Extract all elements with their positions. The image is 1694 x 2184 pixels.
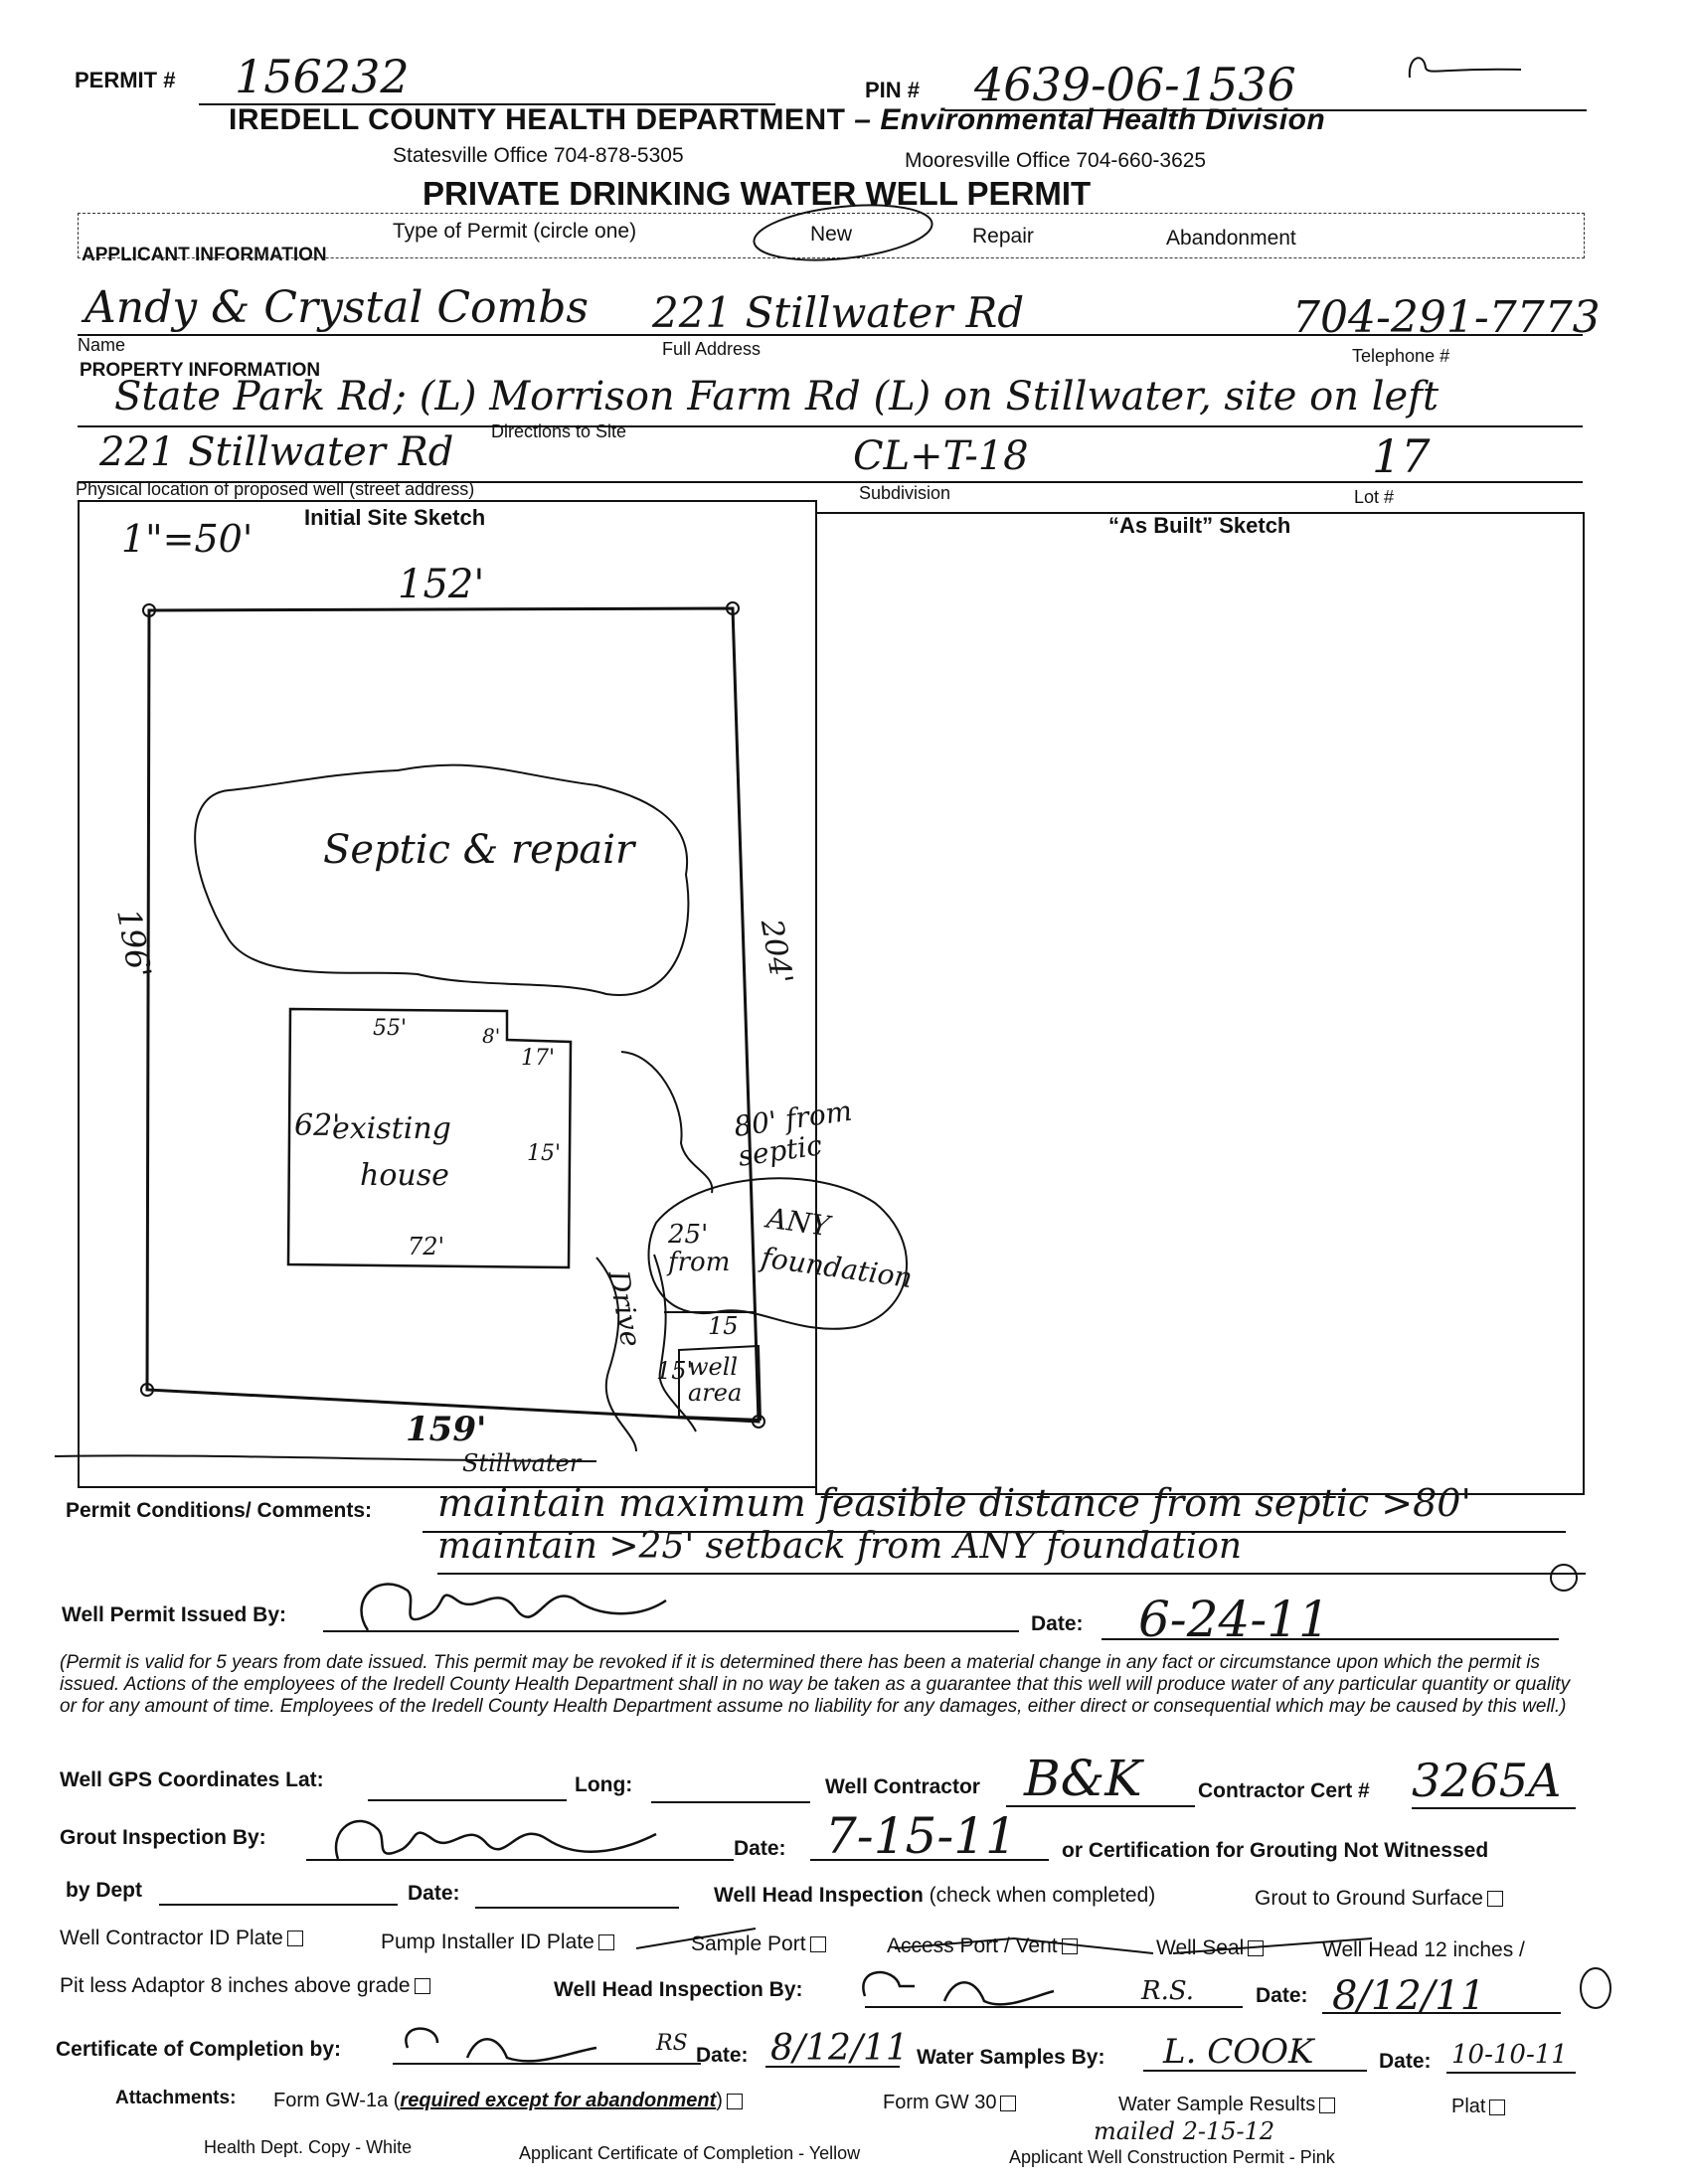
- inspection-date-label: Date:: [1256, 1984, 1308, 2007]
- samples-by: L. COOK: [1163, 2032, 1314, 2072]
- type-repair: Repair: [972, 225, 1034, 248]
- mooresville-office: Mooresville Office 704-660-3625: [905, 149, 1207, 172]
- applicant-address: 221 Stillwater Rd: [652, 288, 1025, 337]
- copy-pink: Applicant Well Construction Permit - Pink: [1009, 2147, 1335, 2167]
- gw1a-checkbox[interactable]: [727, 2094, 743, 2109]
- well-location: 221 Stillwater Rd: [99, 429, 454, 475]
- wellhead-label: Well Head Inspection: [714, 1884, 924, 1907]
- lot-label: Lot #: [1354, 487, 1395, 507]
- pump-plate-item: [381, 1931, 614, 1954]
- cert-number: 3265A: [1412, 1754, 1562, 1807]
- disclaimer: (Permit is valid for 5 years from date issued. This permit may be revoked if it is determined there has been a material change in any fact or circumstance upon which the permit is issued. Actions of the employees of the Iredell County Health Department shall in no way be taken as a guarantee that this well will produce water of any particular quantity or quality or for any amount of time. Employees of the Iredell County Health Department assume no liability for any damages, either direct or consequential which may be caused by this well.): [60, 1652, 1571, 1717]
- grout-label: Grout Inspection By:: [60, 1826, 266, 1849]
- dim-right: 204': [753, 917, 799, 987]
- any-foundation-note: ANY foundation: [759, 1201, 915, 1295]
- attachments-label: Attachments:: [115, 2088, 237, 2108]
- applicant-section: APPLICANT INFORMATION: [82, 245, 327, 265]
- plat-label: Plat: [1451, 2096, 1486, 2117]
- samples-date: 10-10-11: [1451, 2040, 1568, 2070]
- pin-number: 4639-06-1536: [974, 58, 1296, 111]
- samples-date-label: Date:: [1379, 2050, 1432, 2073]
- applicant-name: Andy & Crystal Combs: [85, 282, 590, 333]
- scale-note: 1"=50': [121, 517, 254, 561]
- house-dim-15: 15': [527, 1141, 562, 1166]
- access-port-label: Access Port / Vent: [887, 1934, 1058, 1957]
- completion-date-label: Date:: [696, 2044, 749, 2067]
- wellhead-line: [714, 1884, 1155, 1908]
- completion-date: 8/12/11: [770, 2028, 909, 2069]
- well-seal-label: Well Seal: [1156, 1936, 1245, 1959]
- initial-sketch-label: Initial Site Sketch: [304, 505, 486, 530]
- inspection-label: Well Head Inspection By:: [554, 1978, 803, 2001]
- well-head-12: Well Head 12 inches /: [1322, 1938, 1525, 1961]
- bydept-label: by Dept: [66, 1879, 143, 1902]
- dim-left: 196': [109, 906, 159, 981]
- pump-plate-checkbox[interactable]: [598, 1934, 614, 1950]
- completion-rs: RS: [656, 2031, 688, 2056]
- location-label: Physical location of proposed well (street address): [76, 479, 475, 499]
- grout-signature: [318, 1799, 696, 1879]
- attachment-gw30: [883, 2092, 1016, 2114]
- grout-date-label: Date:: [734, 1837, 786, 1860]
- samples-label: Water Samples By:: [917, 2046, 1105, 2069]
- issued-date-label: Date:: [1031, 1612, 1084, 1635]
- division-text: – Environmental Health Division: [854, 103, 1326, 136]
- department-text: IREDELL COUNTY HEALTH DEPARTMENT: [229, 103, 846, 136]
- house-existing-label: existing: [332, 1111, 451, 1146]
- well-area-label: well area: [688, 1353, 743, 1407]
- attachment-results: [1118, 2094, 1335, 2116]
- septic-label: Septic & repair: [323, 827, 635, 873]
- issued-by-label: Well Permit Issued By:: [62, 1603, 287, 1626]
- conditions-label: Permit Conditions/ Comments:: [66, 1499, 373, 1522]
- directions-label: Directions to Site: [491, 421, 627, 441]
- initial-mark-2: [1576, 1963, 1615, 2013]
- gw1a-label: Form GW-1a (: [273, 2090, 401, 2111]
- condition-line-1: maintain maximum feasible distance from septic >80': [437, 1481, 1471, 1525]
- directions: State Park Rd; (L) Morrison Farm Rd (L) on Stillwater, site on left: [114, 374, 1440, 420]
- plat-checkbox[interactable]: [1489, 2100, 1505, 2115]
- property-section: PROPERTY INFORMATION: [80, 360, 321, 381]
- issuer-signature: [338, 1561, 716, 1650]
- septic-area: [195, 765, 688, 995]
- completion-label: Certificate of Completion by:: [56, 2038, 342, 2061]
- gps-long-label: Long:: [575, 1773, 633, 1796]
- grout-cert-text: or Certification for Grouting Not Witnessed: [1062, 1839, 1489, 1862]
- type-new: New: [810, 223, 853, 246]
- contractor-name: B&K: [1024, 1750, 1142, 1807]
- lot-number: 17: [1372, 429, 1431, 483]
- pin-label: PIN #: [865, 78, 921, 102]
- permit-number: 156232: [235, 50, 410, 103]
- dim-top: 152': [398, 562, 485, 607]
- wellhead-note: (check when completed): [929, 1884, 1156, 1907]
- well-dim-15a: 15: [708, 1312, 739, 1340]
- subdivision-label: Subdivision: [859, 483, 951, 503]
- dim-bottom: 159': [406, 1410, 487, 1449]
- house-dim-62: 62': [294, 1108, 341, 1143]
- asbuilt-sketch-label: “As Built” Sketch: [1108, 513, 1291, 538]
- mailed-note: mailed 2-15-12: [1094, 2117, 1275, 2145]
- address-label: Full Address: [662, 339, 762, 359]
- foundation-25-note: 25' from: [668, 1220, 731, 1277]
- grout-date: 7-15-11: [825, 1807, 1017, 1865]
- results-label: Water Sample Results: [1118, 2094, 1316, 2115]
- gps-lat-label: Well GPS Coordinates Lat:: [60, 1768, 324, 1791]
- results-checkbox[interactable]: [1319, 2098, 1335, 2113]
- gw1a-required-note: required except for abandonment: [400, 2090, 717, 2111]
- permit-type-label: Type of Permit (circle one): [393, 220, 637, 243]
- name-label: Name: [78, 335, 126, 355]
- house-dim-17: 17': [521, 1046, 556, 1071]
- house-dim-8: 8': [482, 1024, 501, 1048]
- house-dim-72: 72': [408, 1233, 445, 1260]
- pump-plate-label: Pump Installer ID Plate: [381, 1931, 594, 1953]
- subdivision: CL+T-18: [853, 433, 1029, 479]
- copy-white: Health Dept. Copy - White: [204, 2137, 413, 2157]
- contractor-plate-label: Well Contractor ID Plate: [60, 1927, 283, 1949]
- completion-signature: [398, 2018, 696, 2068]
- issued-date: 6-24-11: [1138, 1591, 1330, 1648]
- street-label: Stillwater: [462, 1449, 582, 1477]
- drive-label: Drive: [601, 1267, 648, 1350]
- copy-yellow: Applicant Certificate of Completion - Yellow: [519, 2143, 861, 2163]
- gw1a-close-paren: ): [716, 2090, 723, 2111]
- gw30-checkbox[interactable]: [1000, 2096, 1016, 2111]
- applicant-phone: 704-291-7773: [1292, 292, 1601, 343]
- phone-label: Telephone #: [1352, 346, 1450, 366]
- cert-label: Contractor Cert #: [1198, 1779, 1370, 1802]
- gw30-label: Form GW 30: [883, 2092, 997, 2113]
- condition-line-2: maintain >25' setback from ANY foundation: [437, 1526, 1243, 1567]
- statesville-office: Statesville Office 704-878-5305: [393, 144, 684, 167]
- grout-surface-checkbox[interactable]: [1487, 1891, 1503, 1907]
- house-dim-55: 55': [373, 1016, 408, 1041]
- contractor-plate-item: [60, 1927, 303, 1950]
- attachment-plat: [1451, 2096, 1505, 2118]
- grout-surface-label: Grout to Ground Surface: [1255, 1887, 1483, 1910]
- sample-port-label: Sample Port: [691, 1932, 806, 1955]
- form-title: PRIVATE DRINKING WATER WELL PERMIT: [423, 175, 1092, 212]
- type-abandonment: Abandonment: [1166, 227, 1296, 250]
- grout-surface-item: [1255, 1887, 1503, 1911]
- pitless-checkbox[interactable]: [415, 1978, 430, 1994]
- pitless-label: Pit less Adaptor 8 inches above grade: [60, 1974, 411, 1997]
- attachment-gw1a: [273, 2090, 743, 2112]
- contractor-label: Well Contractor: [825, 1775, 980, 1798]
- house-label: house: [360, 1158, 449, 1193]
- initial-mark-1: [1547, 1561, 1581, 1595]
- inspection-rs: R.S.: [1141, 1976, 1194, 2006]
- pitless-item: [60, 1974, 430, 1998]
- inspection-date: 8/12/11: [1332, 1973, 1486, 2019]
- permit-label: PERMIT #: [75, 68, 176, 92]
- well-dim-15b: 15': [656, 1357, 694, 1385]
- contractor-plate-checkbox[interactable]: [287, 1931, 303, 1946]
- septic-setback-note: 80' from septic: [732, 1093, 855, 1173]
- grout-date2-label: Date:: [408, 1882, 460, 1905]
